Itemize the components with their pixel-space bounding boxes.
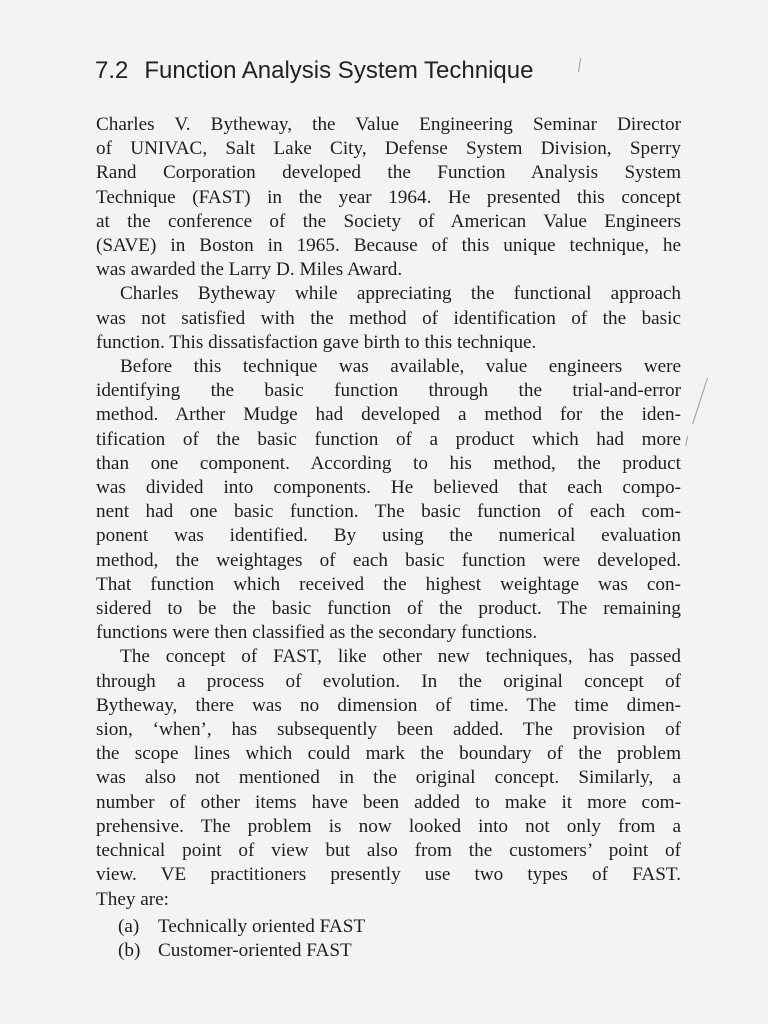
text-line: functions were then classified as the secondary functions.	[96, 622, 538, 644]
text-line: at the conference of the Society of American Value Engineers	[96, 210, 681, 232]
margin-pencil-mark	[685, 436, 688, 446]
text-line: than one component. According to his method, the product	[96, 452, 681, 474]
paragraph-3	[96, 355, 681, 645]
paragraph-4	[96, 645, 681, 911]
text-line: through a process of evolution. In the original concept of	[96, 670, 681, 692]
text-line: (SAVE) in Boston in 1965. Because of this unique technique, he	[96, 235, 681, 257]
list-marker: (a)	[118, 916, 140, 937]
paragraph-2	[96, 282, 681, 355]
section-heading	[95, 54, 533, 88]
text-line: Technique (FAST) in the year 1964. He presented this concept	[96, 186, 681, 208]
body-text	[96, 113, 681, 912]
text-line: the scope lines which could mark the boundary of the problem	[96, 743, 681, 765]
text-line: That function which received the highest weightage was con-	[96, 573, 681, 595]
text-line: was not satisfied with the method of identification of the basic	[96, 307, 681, 329]
text-line: function. This dissatisfaction gave birth to this technique.	[96, 331, 537, 353]
text-line: sion, ‘when’, has subsequently been added. The provision of	[96, 719, 681, 741]
margin-pencil-mark	[578, 58, 581, 72]
text-line: number of other items have been added to make it more com-	[96, 791, 681, 813]
text-line: was divided into components. He believed that each compo-	[96, 477, 681, 499]
text-line: Before this technique was available, value engineers were	[120, 356, 681, 378]
paragraph-1	[96, 113, 681, 282]
list-marker: (b)	[118, 940, 141, 961]
text-line: nent had one basic function. The basic function of each com-	[96, 501, 681, 523]
list-item	[118, 939, 365, 963]
text-line: Rand Corporation developed the Function Analysis System	[96, 162, 681, 184]
list-item-text: Customer-oriented FAST	[158, 940, 352, 961]
text-line: prehensive. The problem is now looked into not only from a	[96, 815, 681, 837]
text-line: The concept of FAST, like other new techniques, has passed	[120, 646, 681, 668]
text-line: sidered to be the basic function of the product. The remaining	[96, 598, 681, 620]
text-line: tification of the basic function of a product which had more	[96, 428, 681, 450]
text-line: view. VE practitioners presently use two types of FAST.	[96, 864, 681, 886]
section-number: 7.2	[95, 57, 129, 84]
text-line: method, the weightages of each basic function were developed.	[96, 549, 681, 571]
text-line: method. Arther Mudge had developed a method for the iden-	[96, 404, 681, 426]
text-line: Charles V. Bytheway, the Value Engineering Seminar Director	[96, 114, 681, 135]
list-item-text: Technically oriented FAST	[158, 916, 366, 937]
section-title: Function Analysis System Technique	[144, 57, 534, 84]
margin-pencil-mark	[692, 378, 708, 424]
text-line: They are:	[96, 888, 169, 910]
text-line: of UNIVAC, Salt Lake City, Defense System Division, Sperry	[96, 138, 681, 160]
text-line: identifying the basic function through the trial-and-error	[96, 380, 681, 402]
text-line: technical point of view but also from the customers’ point of	[96, 840, 681, 862]
text-line: was also not mentioned in the original concept. Similarly, a	[96, 767, 681, 789]
text-line: was awarded the Larry D. Miles Award.	[96, 259, 403, 281]
text-line: Charles Bytheway while appreciating the functional approach	[120, 283, 681, 305]
text-line: Bytheway, there was no dimension of time. The time dimen-	[96, 694, 681, 716]
list-item	[118, 915, 365, 939]
fast-types-list	[118, 915, 365, 963]
text-line: ponent was identified. By using the numerical evaluation	[96, 525, 681, 547]
